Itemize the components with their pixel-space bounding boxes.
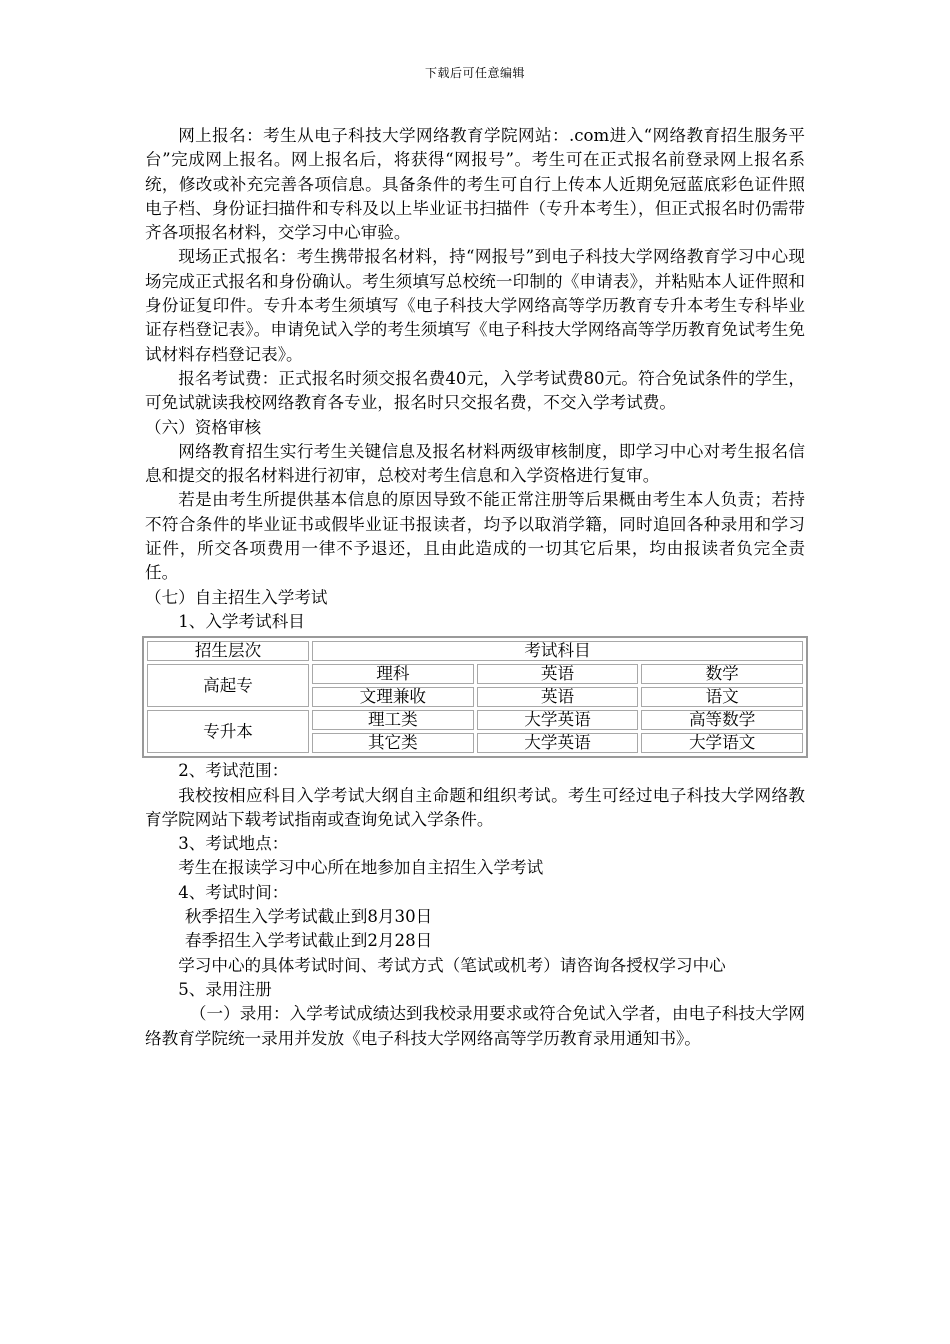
page-header-note: 下载后可任意编辑 bbox=[424, 66, 525, 80]
paragraph-registration-fee: 报名考试费：正式报名时须交报名费40元，入学考试费80元。符合免试条件的学生，可免试就读我校网络教育各专业，报名时只交报名费，不交入学考试费。 bbox=[145, 368, 805, 413]
table-cell: 其它类 bbox=[312, 733, 474, 753]
table-level-cell: 专升本 bbox=[147, 710, 309, 753]
paragraph-online-registration: 网上报名：考生从电子科技大学网络教育学院网站：.com进入“网络教育招生服务平台”完成网上报名。网上报名后，将获得“网报号”。考生可在正式报名前登录网上报名系统，修改或补充完善各项信息。具备条件的考生可自行上传本人近期免冠蓝底彩色证件照电子档、身份证扫描件和专科及以上毕业证书扫描件（专升本考生），但正式报名时仍需带齐各项报名材料，交学习中心审验。 bbox=[145, 126, 805, 243]
section-heading-qualification: （六）资格审核 bbox=[145, 417, 262, 437]
paragraph-review-system: 网络教育招生实行考生关键信息及报名材料两级审核制度，即学习中心对考生报名信息和提交的报名材料进行初审，总校对考生信息和入学资格进行复审。 bbox=[145, 441, 805, 486]
table-header-subjects: 考试科目 bbox=[312, 641, 803, 661]
item-exam-location: 3、考试地点： bbox=[178, 834, 289, 854]
table-cell: 英语 bbox=[477, 664, 639, 684]
table-cell: 语文 bbox=[641, 687, 803, 707]
table-cell: 英语 bbox=[477, 687, 639, 707]
table-row bbox=[147, 664, 803, 684]
item-exam-subjects: 1、入学考试科目 bbox=[178, 611, 305, 631]
item-admission-registration: 5、录用注册 bbox=[178, 979, 272, 999]
paragraph-onsite-registration: 现场正式报名：考生携带报名材料，持“网报号”到电子科技大学网络教育学习中心现场完成正式报名和身份确认。考生须填写总校统一印制的《申请表》，并粘贴本人证件照和身份证复印件。专升本考生须填写《电子科技大学网络高等学历教育专升本考生专科毕业证存档登记表》。申请免试入学的考生须填写《电子科技大学网络高等学历教育免试考生免试材料存档登记表》。 bbox=[145, 247, 805, 364]
table-cell: 数学 bbox=[641, 664, 803, 684]
table-cell: 理科 bbox=[312, 664, 474, 684]
table-level-cell: 高起专 bbox=[147, 664, 309, 707]
paragraph-exam-scope: 我校按相应科目入学考试大纲自主命题和组织考试。考生可经过电子科技大学网络教育学院网站下载考试指南或查询免试入学条件。 bbox=[145, 785, 805, 829]
table-cell: 高等数学 bbox=[641, 710, 803, 730]
exam-deadline-spring: 春季招生入学考试截止到2月28日 bbox=[184, 931, 433, 951]
item-exam-time: 4、考试时间： bbox=[178, 882, 289, 902]
table-cell: 大学英语 bbox=[477, 710, 639, 730]
table-header-row bbox=[147, 641, 803, 661]
table-cell: 理工类 bbox=[312, 710, 474, 730]
section-heading-entrance-exam: （七）自主招生入学考试 bbox=[145, 587, 328, 607]
paragraph-exam-method: 学习中心的具体考试时间、考试方式（笔试或机考）请咨询各授权学习中心 bbox=[178, 955, 726, 975]
exam-deadline-autumn: 秋季招生入学考试截止到8月30日 bbox=[184, 907, 433, 927]
paragraph-admission: （一）录用：入学考试成绩达到我校录用要求或符合免试入学者，由电子科技大学网络教育学院统一录用并发放《电子科技大学网络高等学历教育录用通知书》。 bbox=[145, 1004, 805, 1048]
document-body bbox=[145, 124, 805, 1051]
table-cell: 大学英语 bbox=[477, 733, 639, 753]
item-exam-scope: 2、考试范围： bbox=[178, 761, 289, 781]
exam-subjects-table bbox=[142, 636, 808, 758]
table-header-level: 招生层次 bbox=[147, 641, 309, 661]
table-cell: 大学语文 bbox=[641, 733, 803, 753]
paragraph-exam-location: 考生在报读学习中心所在地参加自主招生入学考试 bbox=[178, 858, 544, 878]
table-row bbox=[147, 710, 803, 730]
table-cell: 文理兼收 bbox=[312, 687, 474, 707]
paragraph-responsibility: 若是由考生所提供基本信息的原因导致不能正常注册等后果概由考生本人负责；若持不符合条件的毕业证书或假毕业证书报读者，均予以取消学籍，同时追回各种录用和学习证件，所交各项费用一律不予退还，且由此造成的一切其它后果，均由报读者负完全责任。 bbox=[145, 490, 805, 583]
